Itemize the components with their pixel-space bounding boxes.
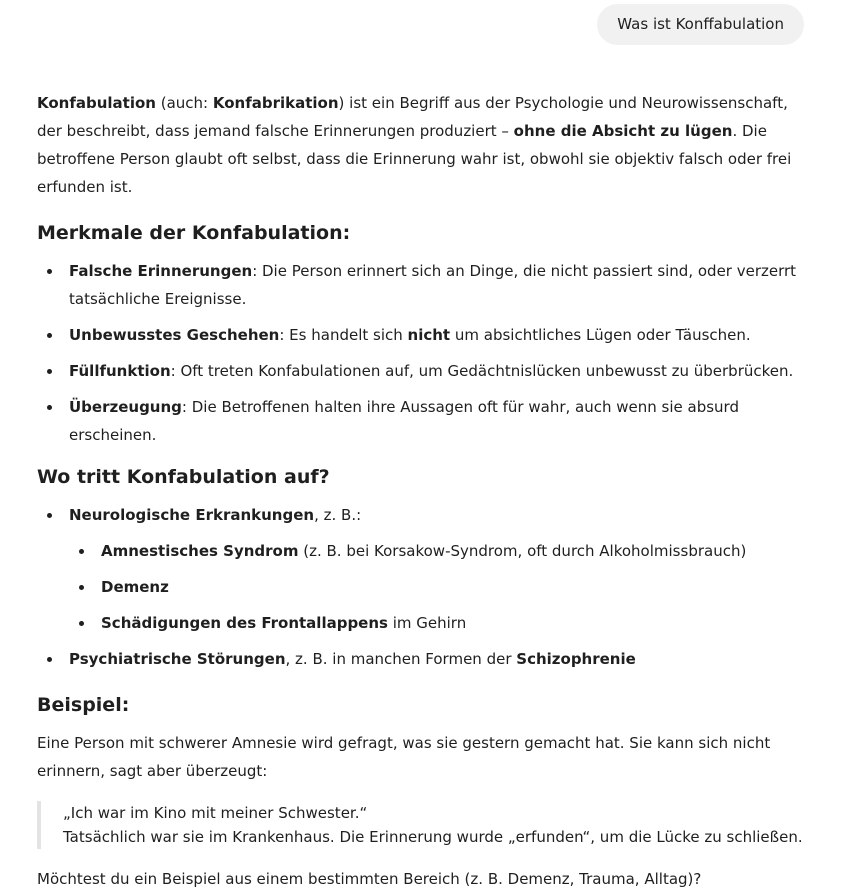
aka-bold: Konfabrikation bbox=[212, 94, 339, 112]
intro-bold: ohne die Absicht zu lügen bbox=[513, 122, 733, 140]
item-text: : Oft treten Konfabulationen auf, um Gedächtnislücken unbewusst zu überbrücken. bbox=[170, 362, 794, 380]
item-text: (z. B. bei Korsakow-Syndrom, oft durch Alkoholmissbrauch) bbox=[298, 542, 747, 560]
user-message-bubble bbox=[597, 4, 804, 45]
item-bold: Schädigungen des Frontallappens bbox=[101, 614, 388, 632]
item-text: : Es handelt sich bbox=[279, 326, 408, 344]
merkmale-list bbox=[37, 257, 817, 449]
item-text: : Die Betroffenen halten ihre Aussagen oft für wahr, auch wenn sie absurd erscheinen. bbox=[69, 398, 739, 444]
list-item bbox=[37, 393, 817, 449]
item-bold: Amnestisches Syndrom bbox=[101, 542, 299, 560]
intro-text: (auch: bbox=[155, 94, 213, 112]
user-message-text: Was ist Konffabulation bbox=[617, 15, 784, 33]
item-bold: Falsche Erinnerungen bbox=[69, 262, 253, 280]
sub-list-item bbox=[69, 573, 817, 601]
item-bold: Neurologische Erkrankungen bbox=[69, 506, 315, 524]
wo-sublist bbox=[69, 537, 817, 637]
intro-text: ) ist ein Begriff aus der Psychologie und Neurowissenschaft, der beschreibt, dass jemand falsche Erinnerungen produziert – bbox=[37, 94, 788, 140]
list-item bbox=[37, 321, 817, 349]
assistant-response bbox=[37, 89, 817, 893]
sub-list-item bbox=[69, 609, 817, 637]
item-text: um absichtliches Lügen oder Täuschen. bbox=[450, 326, 751, 344]
item-text: , z. B.: bbox=[314, 506, 362, 524]
sub-list-item bbox=[69, 537, 817, 565]
intro-text: . Die betroffene Person glaubt oft selbst, dass die Erinnerung wahr ist, obwohl sie objektiv falsch oder frei erfunden ist. bbox=[37, 122, 792, 196]
heading-merkmale: Merkmale der Konfabulation: bbox=[37, 222, 351, 244]
list-item bbox=[37, 257, 817, 313]
item-bold: Füllfunktion bbox=[69, 362, 171, 380]
quote-line: „Ich war im Kino mit meiner Schwester.“ bbox=[63, 804, 368, 822]
item-bold: Demenz bbox=[101, 578, 169, 596]
item-bold: Unbewusstes Geschehen bbox=[69, 326, 280, 344]
list-item bbox=[37, 501, 817, 637]
heading-wo: Wo tritt Konfabulation auf? bbox=[37, 466, 330, 488]
beispiel-quote bbox=[37, 801, 817, 849]
item-bold: nicht bbox=[407, 326, 451, 344]
intro-paragraph bbox=[37, 89, 817, 201]
item-text: : Die Person erinnert sich an Dinge, die nicht passiert sind, oder verzerrt tatsächliche Ereignisse. bbox=[69, 262, 797, 308]
term-bold: Konfabulation bbox=[37, 94, 156, 112]
item-bold: Schizophrenie bbox=[516, 650, 636, 668]
item-text: , z. B. in manchen Formen der bbox=[285, 650, 517, 668]
list-item bbox=[37, 357, 817, 385]
follow-up-question: Möchtest du ein Beispiel aus einem bestimmten Bereich (z. B. Demenz, Trauma, Alltag)? bbox=[37, 870, 702, 888]
wo-list bbox=[37, 501, 817, 673]
item-bold: Psychiatrische Störungen bbox=[69, 650, 286, 668]
beispiel-paragraph: Eine Person mit schwerer Amnesie wird gefragt, was sie gestern gemacht hat. Sie kann sich nicht erinnern, sagt aber überzeugt: bbox=[37, 734, 771, 780]
item-text: im Gehirn bbox=[387, 614, 467, 632]
heading-beispiel: Beispiel: bbox=[37, 694, 130, 716]
list-item bbox=[37, 645, 817, 673]
quote-line: Tatsächlich war sie im Krankenhaus. Die Erinnerung wurde „erfunden“, um die Lücke zu schließen. bbox=[63, 828, 803, 846]
item-bold: Überzeugung bbox=[69, 398, 182, 416]
